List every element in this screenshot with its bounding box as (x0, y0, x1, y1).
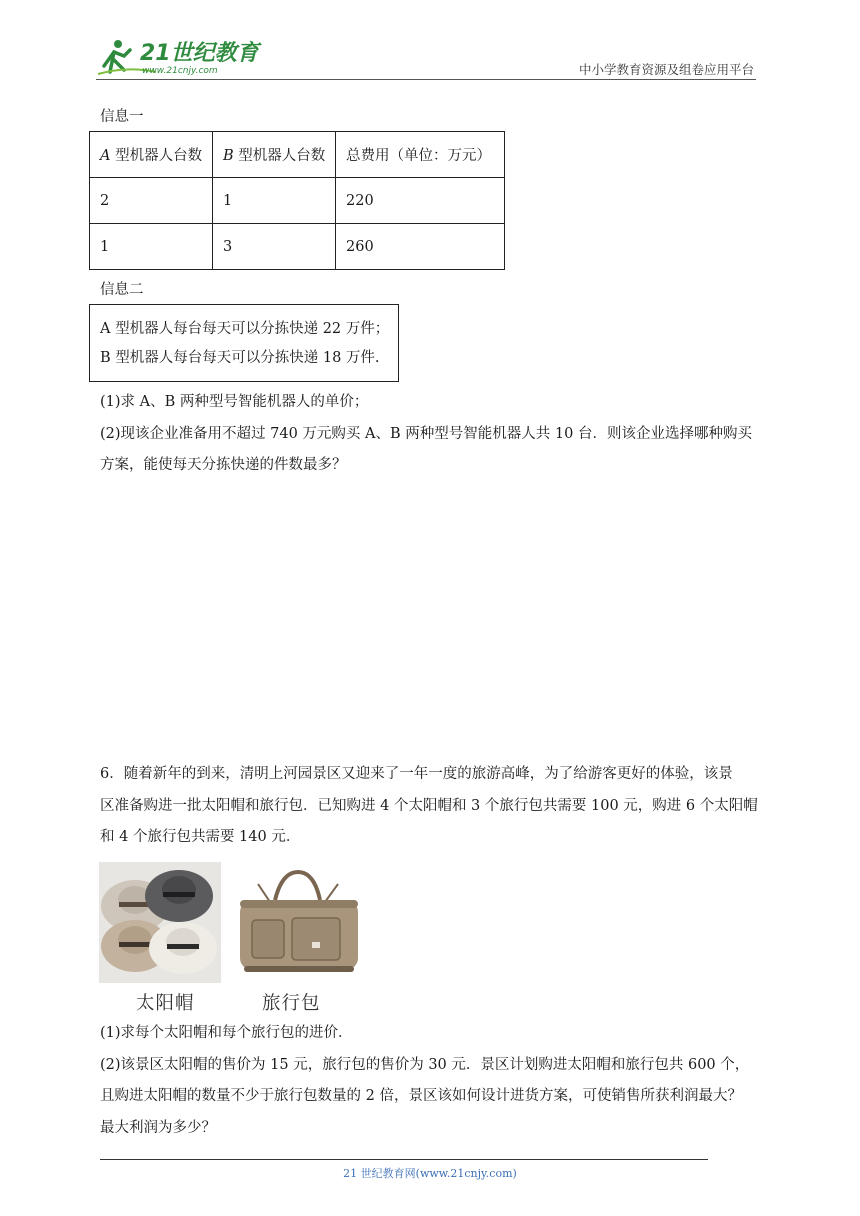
table-row (90, 224, 505, 270)
q5-sub2-line: 方案，能使每天分拣快递的件数最多？ (100, 457, 347, 473)
q6-sub2-line: (2)该景区太阳帽的售价为 15 元，旅行包的售价为 30 元．景区计划购进太阳帽和旅行包共 600 个， (100, 1056, 750, 1073)
info1-label: 信息一 (100, 109, 144, 125)
info2-line: A 型机器人每台每天可以分拣快递 22 万件； (100, 321, 390, 337)
q6-sub2-line: 且购进太阳帽的数量不少于旅行包数量的 2 倍，景区该如何设计进货方案，可使销售所获利润最大？ (100, 1088, 742, 1104)
info2-line: B 型机器人每台每天可以分拣快递 18 万件. (100, 350, 380, 366)
q6-stem-line: 6．随着新年的到来，清明上河园景区又迎来了一年一度的旅游高峰，为了给游客更好的体验，该景 (100, 766, 733, 782)
footer-divider (100, 1159, 708, 1160)
table-header-cell: A 型机器人台数 (90, 132, 213, 178)
caption-travel-bag: 旅行包 (262, 993, 321, 1014)
q5-sub2-line: (2)现该企业准备用不超过 740 万元购买 A、B 两种型号智能机器人共 10 台．则该企业选择哪种购买 (100, 425, 752, 442)
q6-sub1: (1)求每个太阳帽和每个旅行包的进价． (100, 1025, 353, 1041)
q6-sub2-line: 最大利润为多少？ (100, 1119, 216, 1136)
table-cell: 1 (90, 224, 213, 270)
table-cell: 220 (336, 178, 505, 224)
travel-bag-image (230, 862, 365, 983)
table-cell: 260 (336, 224, 505, 270)
info1-table (89, 131, 505, 270)
table-row (90, 178, 505, 224)
table-cell: 1 (213, 178, 336, 224)
table-cell: 3 (213, 224, 336, 270)
q5-subquestions (100, 387, 765, 482)
sun-hats-image (99, 862, 221, 983)
q6-stem (100, 759, 765, 854)
caption-sun-hat: 太阳帽 (136, 993, 195, 1014)
table-cell: 2 (90, 178, 213, 224)
svg-text:www.21cnjy.com: www.21cnjy.com (142, 66, 218, 76)
q5-sub1: (1)求 A、B 两种型号智能机器人的单价； (100, 394, 369, 410)
header-platform-text: 中小学教育资源及组卷应用平台 (578, 62, 754, 77)
footer-text[interactable]: 21 世纪教育网(www.21cnjy.com) (343, 1167, 517, 1180)
info2-box (89, 304, 399, 382)
q6-subquestions (100, 1018, 765, 1144)
q6-stem-line: 和 4 个旅行包共需要 140 元． (100, 829, 301, 845)
table-header-row (90, 132, 505, 178)
table-header-cell: 总费用（单位：万元） (336, 132, 505, 178)
q6-stem-line: 区准备购进一批太阳帽和旅行包．已知购进 4 个太阳帽和 3 个旅行包共需要 100 元，购进 6 个太阳帽 (100, 797, 758, 814)
svg-text:21世纪教育: 21世纪教育 (140, 41, 259, 66)
info2-label: 信息二 (100, 282, 144, 298)
site-logo (96, 36, 266, 80)
table-header-cell: B 型机器人台数 (213, 132, 336, 178)
header-divider (96, 79, 756, 80)
